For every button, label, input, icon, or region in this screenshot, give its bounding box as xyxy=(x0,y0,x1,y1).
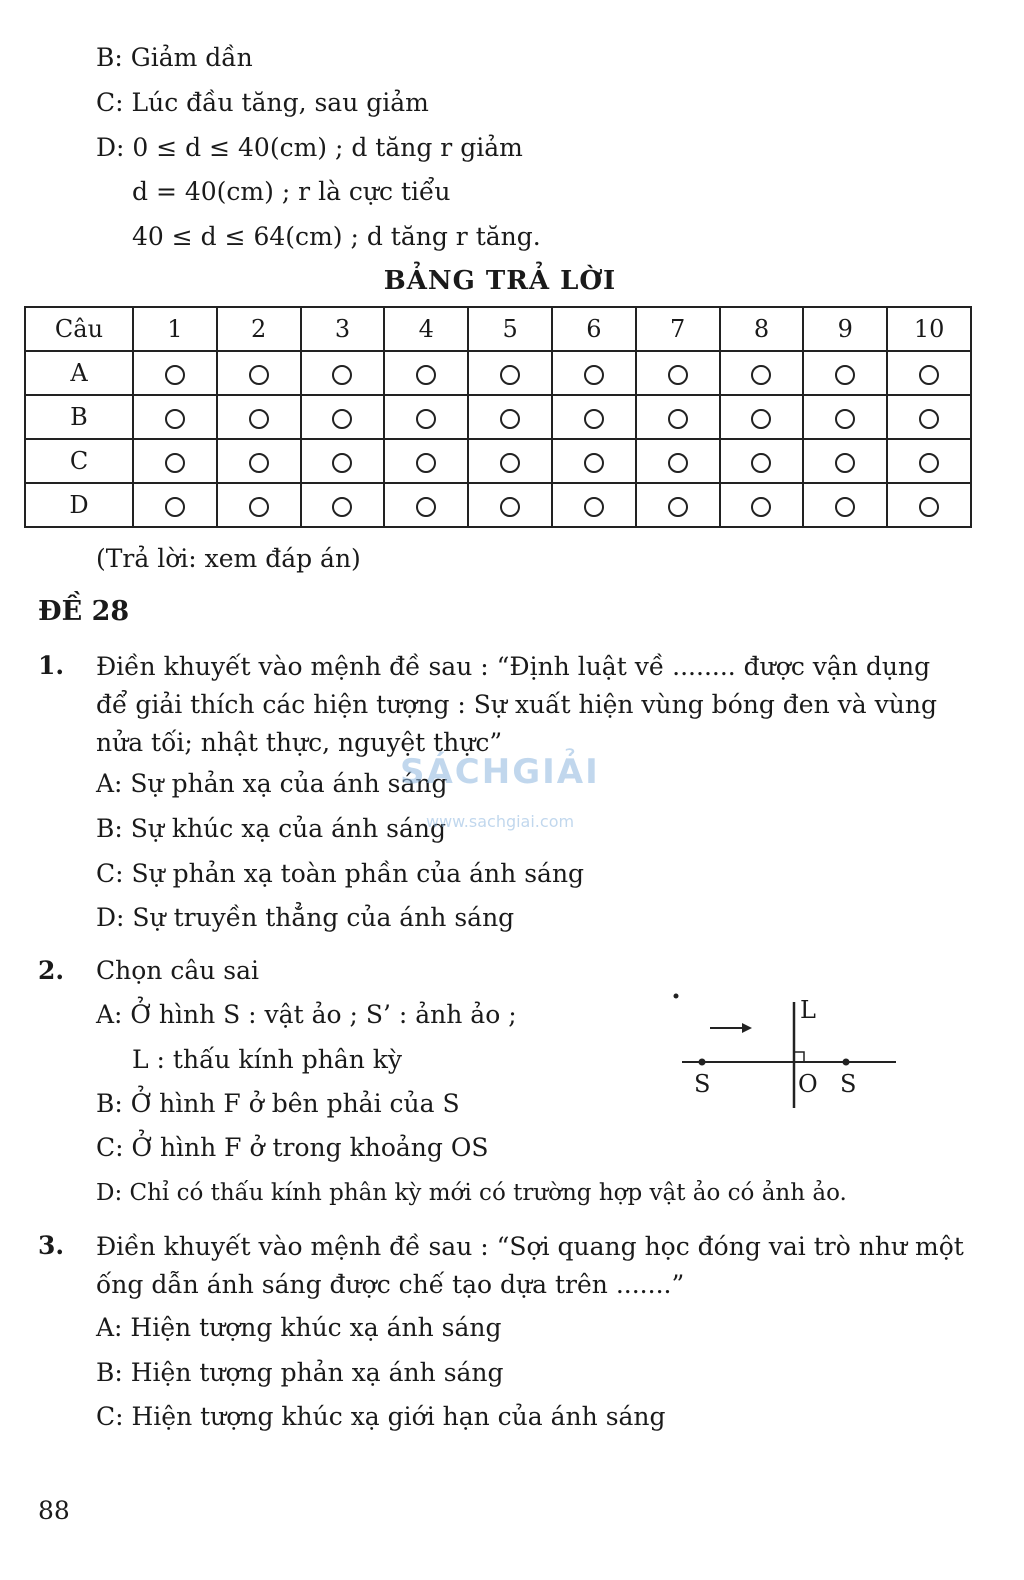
answer-bubble[interactable] xyxy=(584,497,604,517)
column-header: 5 xyxy=(468,307,552,351)
question-1-text: Điền khuyết vào mệnh đề sau : “Định luật về ........ được vận dụng để giải thích các hiện tượng : Sự xuất hiện vùng bóng đen và vùng nửa tối; nhật thực, nguyệt thực” xyxy=(96,652,937,757)
right-angle-mark xyxy=(794,1052,804,1062)
row-label: C xyxy=(25,439,133,483)
page-number: 88 xyxy=(38,1496,70,1525)
answer-bubble[interactable] xyxy=(835,453,855,473)
arrow-head xyxy=(742,1023,752,1033)
answer-row-d xyxy=(25,483,971,527)
answer-bubble[interactable] xyxy=(332,365,352,385)
answer-bubble[interactable] xyxy=(919,453,939,473)
question-2-option-d: D: Chỉ có thấu kính phân kỳ mới có trường hợp vật ảo có ảnh ảo. xyxy=(96,1180,847,1206)
question-2-option-c: C: Ở hình F ở trong khoảng OS xyxy=(96,1133,489,1162)
watermark xyxy=(400,738,630,848)
answer-bubble[interactable] xyxy=(751,453,771,473)
lens-diagram xyxy=(660,990,910,1120)
question-3-text: Điền khuyết vào mệnh đề sau : “Sợi quang học đóng vai trò như một ống dẫn ánh sáng được chế tạo dựa trên .......” xyxy=(96,1232,964,1299)
question-1-option-c: C: Sự phản xạ toàn phần của ánh sáng xyxy=(96,859,585,888)
question-3-option-a: A: Hiện tượng khúc xạ ánh sáng xyxy=(96,1313,502,1342)
column-header: 8 xyxy=(720,307,804,351)
answer-row-c xyxy=(25,439,971,483)
answer-bubble[interactable] xyxy=(332,497,352,517)
column-header: 1 xyxy=(133,307,217,351)
answer-table-corner: Câu xyxy=(25,307,133,351)
question-3-option-b: B: Hiện tượng phản xạ ánh sáng xyxy=(96,1358,504,1387)
answer-bubble[interactable] xyxy=(835,497,855,517)
answer-table-note: (Trả lời: xem đáp án) xyxy=(96,544,361,573)
row-label: A xyxy=(25,351,133,395)
column-header: 4 xyxy=(384,307,468,351)
answer-bubble[interactable] xyxy=(751,497,771,517)
column-header: 6 xyxy=(552,307,636,351)
question-3-number: 3. xyxy=(38,1231,65,1260)
question-1-number: 1. xyxy=(38,651,65,680)
answer-bubble[interactable] xyxy=(751,365,771,385)
section-heading: ĐỀ 28 xyxy=(38,596,130,627)
row-label: B xyxy=(25,395,133,439)
column-header: 10 xyxy=(887,307,971,351)
row-label: D xyxy=(25,483,133,527)
answer-bubble[interactable] xyxy=(500,409,520,429)
answer-bubble[interactable] xyxy=(332,453,352,473)
answer-bubble[interactable] xyxy=(668,497,688,517)
question-2-option-b: B: Ở hình F ở bên phải của S xyxy=(96,1089,460,1118)
question-1-option-b: B: Sự khúc xạ của ánh sáng xyxy=(96,814,447,843)
answer-bubble[interactable] xyxy=(668,409,688,429)
question-3-option-c: C: Hiện tượng khúc xạ giới hạn của ánh sáng xyxy=(96,1402,666,1431)
answer-bubble[interactable] xyxy=(249,365,269,385)
answer-bubble[interactable] xyxy=(165,453,185,473)
prev-answer-d-line1: D: 0 ≤ d ≤ 40(cm) ; d tăng r giảm xyxy=(96,133,523,162)
answer-bubble[interactable] xyxy=(165,497,185,517)
label-s-right: S xyxy=(840,1070,857,1098)
label-s-left: S xyxy=(694,1070,711,1098)
watermark-url: www.sachgiai.com xyxy=(426,812,575,831)
answer-row-b xyxy=(25,395,971,439)
column-header: 7 xyxy=(636,307,720,351)
answer-bubble[interactable] xyxy=(584,409,604,429)
label-l: L xyxy=(800,996,816,1024)
prev-answer-d-line3: 40 ≤ d ≤ 64(cm) ; d tăng r tăng. xyxy=(132,222,541,251)
point-s-left xyxy=(699,1059,706,1066)
answer-bubble[interactable] xyxy=(584,365,604,385)
prev-answer-c: C: Lúc đầu tăng, sau giảm xyxy=(96,88,429,117)
answer-bubble[interactable] xyxy=(500,497,520,517)
label-o: O xyxy=(798,1070,818,1098)
answer-row-a xyxy=(25,351,971,395)
answer-bubble[interactable] xyxy=(919,409,939,429)
column-header: 3 xyxy=(301,307,385,351)
question-2-option-a-line2: L : thấu kính phân kỳ xyxy=(132,1045,403,1074)
answer-bubble[interactable] xyxy=(165,365,185,385)
column-header: 9 xyxy=(803,307,887,351)
question-2-option-a-line1: A: Ở hình S : vật ảo ; S’ : ảnh ảo ; xyxy=(96,1000,517,1029)
answer-bubble[interactable] xyxy=(835,409,855,429)
answer-bubble[interactable] xyxy=(249,497,269,517)
answer-bubble[interactable] xyxy=(416,453,436,473)
answer-bubble[interactable] xyxy=(919,497,939,517)
prev-answer-b: B: Giảm dần xyxy=(96,43,253,72)
answer-bubble[interactable] xyxy=(751,409,771,429)
watermark-brand: SÁCHGIẢI xyxy=(400,752,600,792)
answer-bubble[interactable] xyxy=(416,497,436,517)
lens-diagram-svg xyxy=(660,990,910,1120)
question-2-number: 2. xyxy=(38,956,65,985)
answer-bubble[interactable] xyxy=(919,365,939,385)
answer-bubble[interactable] xyxy=(668,453,688,473)
answer-bubble[interactable] xyxy=(584,453,604,473)
answer-bubble[interactable] xyxy=(668,365,688,385)
question-2-text: Chọn câu sai xyxy=(96,956,260,985)
answer-bubble[interactable] xyxy=(332,409,352,429)
answer-bubble[interactable] xyxy=(500,453,520,473)
answer-bubble[interactable] xyxy=(249,453,269,473)
prev-answer-d-line2: d = 40(cm) ; r là cực tiểu xyxy=(132,177,451,206)
stray-dot xyxy=(674,994,679,999)
answer-table xyxy=(24,306,972,528)
question-1-option-d: D: Sự truyền thẳng của ánh sáng xyxy=(96,903,515,932)
column-header: 2 xyxy=(217,307,301,351)
answer-table-header-row xyxy=(25,307,971,351)
point-s-right xyxy=(843,1059,850,1066)
answer-bubble[interactable] xyxy=(249,409,269,429)
answer-bubble[interactable] xyxy=(416,365,436,385)
answer-bubble[interactable] xyxy=(416,409,436,429)
answer-bubble[interactable] xyxy=(835,365,855,385)
question-1-option-a: A: Sự phản xạ của ánh sáng xyxy=(96,769,448,798)
answer-bubble[interactable] xyxy=(500,365,520,385)
answer-bubble[interactable] xyxy=(165,409,185,429)
answer-table-title: BẢNG TRẢ LỜI xyxy=(383,266,617,296)
